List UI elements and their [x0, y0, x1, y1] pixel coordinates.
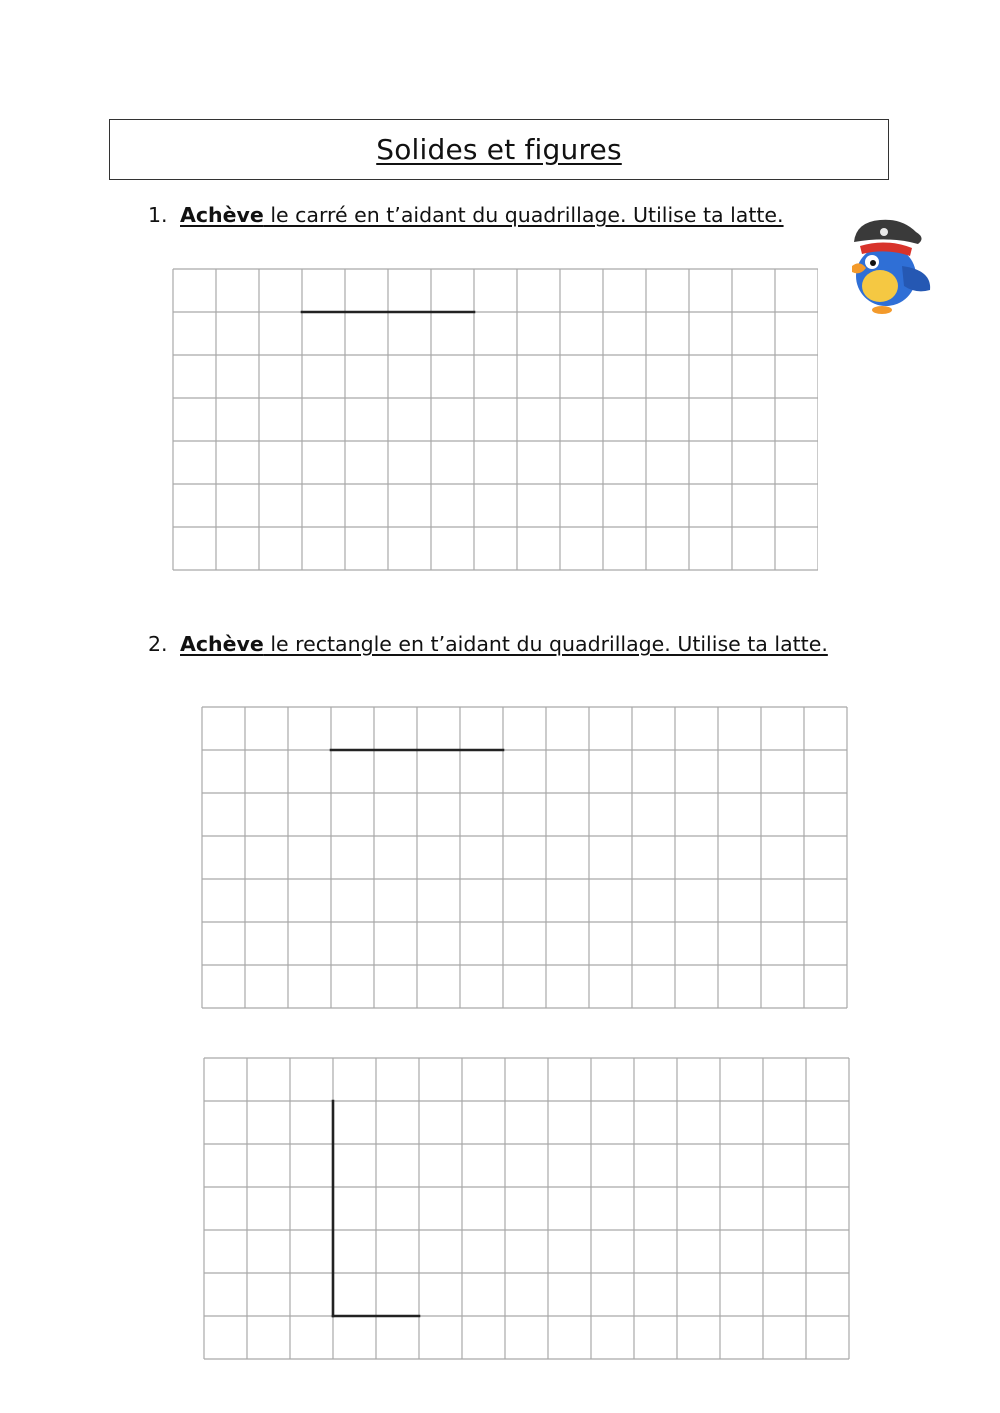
instruction-2-keyword: Achève — [180, 632, 264, 656]
instruction-1-text: le carré en t’aidant du quadrillage. Utilise ta latte. — [263, 203, 784, 227]
grid-rectangle-2 — [203, 1057, 850, 1362]
instruction-2-text: le rectangle en t’aidant du quadrillage. Utilise ta latte. — [263, 632, 828, 656]
instruction-2-number: 2. — [148, 632, 168, 656]
instruction-1 — [148, 203, 784, 227]
grid-square — [172, 268, 818, 573]
page-title: Solides et figures — [376, 133, 622, 166]
instruction-1-keyword: Achève — [180, 203, 264, 227]
grid-rectangle-1 — [201, 706, 848, 1011]
title-box — [109, 119, 889, 180]
pirate-parrot-icon — [846, 214, 932, 316]
instruction-2 — [148, 632, 828, 656]
instruction-1-number: 1. — [148, 203, 168, 227]
